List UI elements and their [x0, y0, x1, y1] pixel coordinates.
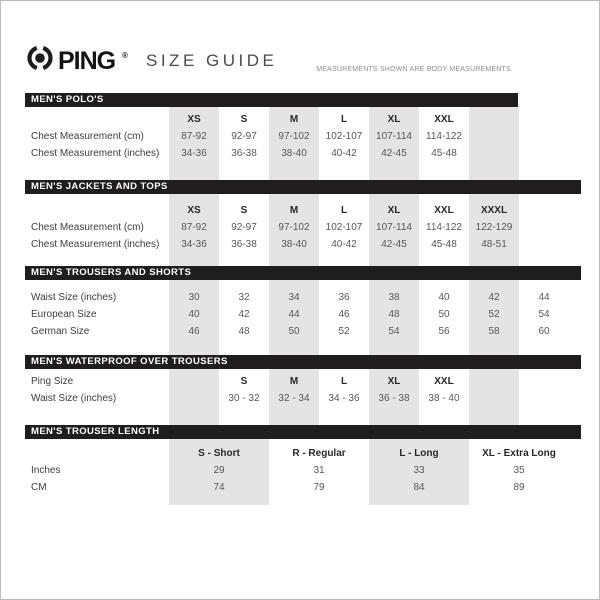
column-header-cell: XXL — [434, 114, 454, 125]
column-header-row — [1, 202, 600, 219]
column-header-cell: L — [340, 114, 348, 125]
value-cell: XXL — [434, 376, 454, 387]
column-header-cell: XXL — [434, 205, 454, 216]
table-row — [1, 128, 600, 145]
table-row — [1, 479, 600, 496]
value-cell: 74 — [213, 482, 225, 493]
column-header-cell: S - Short — [198, 448, 240, 459]
value-cell: 60 — [538, 326, 550, 337]
value-cell: 36-38 — [231, 239, 257, 250]
value-cell: 36-38 — [231, 148, 257, 159]
value-cell: 40 — [188, 309, 200, 320]
section-header-bar — [25, 355, 581, 369]
value-cell: 48-51 — [481, 239, 507, 250]
value-cell: 52 — [338, 326, 350, 337]
value-cell: 92-97 — [231, 222, 257, 233]
value-cell: 40-42 — [331, 239, 357, 250]
table-row — [1, 390, 600, 407]
row-label: Chest Measurement (inches) — [31, 148, 160, 159]
value-cell: 46 — [338, 309, 350, 320]
registered-trademark-symbol: ® — [122, 51, 128, 60]
table-row — [1, 306, 600, 323]
value-cell: 48 — [238, 326, 250, 337]
column-header-cell: M — [289, 114, 299, 125]
column-header-row — [1, 111, 600, 128]
value-cell: 31 — [313, 465, 325, 476]
brand-wordmark: PING — [58, 47, 116, 75]
value-cell: 38-40 — [281, 239, 307, 250]
row-label: Inches — [31, 465, 61, 476]
table-row — [1, 323, 600, 340]
value-cell: 50 — [438, 309, 450, 320]
value-cell: 36 — [338, 292, 350, 303]
value-cell: 33 — [413, 465, 425, 476]
row-label: Chest Measurement (cm) — [31, 131, 144, 142]
measurements-note: MEASUREMENTS SHOWN ARE BODY MEASUREMENTS. — [316, 66, 513, 73]
value-cell: 40 — [438, 292, 450, 303]
value-cell: 122-129 — [475, 222, 513, 233]
value-cell: 34 - 36 — [328, 393, 360, 404]
value-cell: M — [289, 376, 299, 387]
value-cell: 45-48 — [431, 239, 457, 250]
column-header-cell: S — [240, 205, 248, 216]
row-label: CM — [31, 482, 47, 493]
value-cell — [169, 390, 219, 407]
section-title: MEN'S WATERPROOF OVER TROUSERS — [31, 356, 228, 367]
value-cell: 44 — [288, 309, 300, 320]
value-cell: 107-114 — [376, 131, 412, 142]
value-cell: 42 — [238, 309, 250, 320]
row-label: Chest Measurement (cm) — [31, 222, 144, 233]
value-cell — [169, 373, 219, 390]
value-cell: 29 — [213, 465, 225, 476]
column-header-cell: XXXL — [480, 205, 508, 216]
value-cell: 58 — [488, 326, 500, 337]
value-cell: 89 — [513, 482, 525, 493]
table-row — [1, 462, 600, 479]
ping-target-logo-icon — [26, 44, 54, 72]
value-cell: 114-122 — [426, 222, 462, 233]
value-cell: 35 — [513, 465, 525, 476]
section-title: MEN'S TROUSERS AND SHORTS — [31, 267, 192, 278]
value-cell: S — [240, 376, 248, 387]
column-header-cell: XL - Extra Long — [482, 448, 556, 459]
value-cell: 46 — [188, 326, 200, 337]
value-cell: 34-36 — [181, 239, 207, 250]
value-cell: 92-97 — [231, 131, 257, 142]
value-cell: 52 — [488, 309, 500, 320]
value-cell: 38 — [388, 292, 400, 303]
value-cell: 87-92 — [181, 131, 207, 142]
section-header-bar — [25, 425, 581, 439]
column-header-cell: XL — [387, 114, 401, 125]
section-title: MEN'S TROUSER LENGTH — [31, 426, 160, 437]
row-label: Waist Size (inches) — [31, 393, 117, 404]
section-title: MEN'S JACKETS AND TOPS — [31, 181, 168, 192]
column-header-cell: L — [340, 205, 348, 216]
value-cell: 54 — [538, 309, 550, 320]
value-cell: 107-114 — [376, 222, 412, 233]
value-cell: 102-107 — [325, 131, 363, 142]
value-cell: 45-48 — [431, 148, 457, 159]
column-header-cell: M — [289, 205, 299, 216]
row-label: European Size — [31, 309, 97, 320]
table-row — [1, 219, 600, 236]
section-header-bar — [25, 93, 518, 107]
value-cell: 38-40 — [281, 148, 307, 159]
value-cell: 114-122 — [426, 131, 462, 142]
value-cell: 32 — [238, 292, 250, 303]
value-cell: 38 - 40 — [428, 393, 460, 404]
column-header-cell: XS — [187, 205, 201, 216]
column-header-cell: S — [240, 114, 248, 125]
value-cell: 40-42 — [331, 148, 357, 159]
column-header-cell: XL — [387, 205, 401, 216]
value-cell: 97-102 — [278, 131, 310, 142]
table-row — [1, 373, 600, 390]
column-header-cell: XS — [187, 114, 201, 125]
table-row — [1, 289, 600, 306]
value-cell: L — [340, 376, 348, 387]
value-cell: 84 — [413, 482, 425, 493]
row-label: German Size — [31, 326, 90, 337]
section-title: MEN'S POLO'S — [31, 94, 104, 105]
column-header-cell: R - Regular — [292, 448, 346, 459]
page-title: SIZE GUIDE — [146, 51, 278, 70]
value-cell: 36 - 38 — [378, 393, 410, 404]
row-label: Ping Size — [31, 376, 74, 387]
value-cell: 56 — [438, 326, 450, 337]
column-header-cell: L - Long — [399, 448, 439, 459]
value-cell: 30 - 32 — [228, 393, 260, 404]
value-cell: 30 — [188, 292, 200, 303]
value-cell: 42 — [488, 292, 500, 303]
section-header-bar — [25, 180, 581, 194]
value-cell: 32 - 34 — [278, 393, 310, 404]
table-row — [1, 145, 600, 162]
value-cell: 102-107 — [325, 222, 363, 233]
value-cell: 42-45 — [381, 148, 407, 159]
value-cell: 34 — [288, 292, 300, 303]
section-header-bar — [25, 266, 581, 280]
row-label: Chest Measurement (inches) — [31, 239, 160, 250]
value-cell: XL — [387, 376, 401, 387]
value-cell: 42-45 — [381, 239, 407, 250]
value-cell: 44 — [538, 292, 550, 303]
value-cell: 34-36 — [181, 148, 207, 159]
column-header-row — [1, 445, 600, 462]
table-row — [1, 236, 600, 253]
value-cell: 87-92 — [181, 222, 207, 233]
value-cell: 79 — [313, 482, 325, 493]
value-cell: 97-102 — [278, 222, 310, 233]
value-cell: 54 — [388, 326, 400, 337]
value-cell: 50 — [288, 326, 300, 337]
row-label: Waist Size (inches) — [31, 292, 117, 303]
value-cell: 48 — [388, 309, 400, 320]
